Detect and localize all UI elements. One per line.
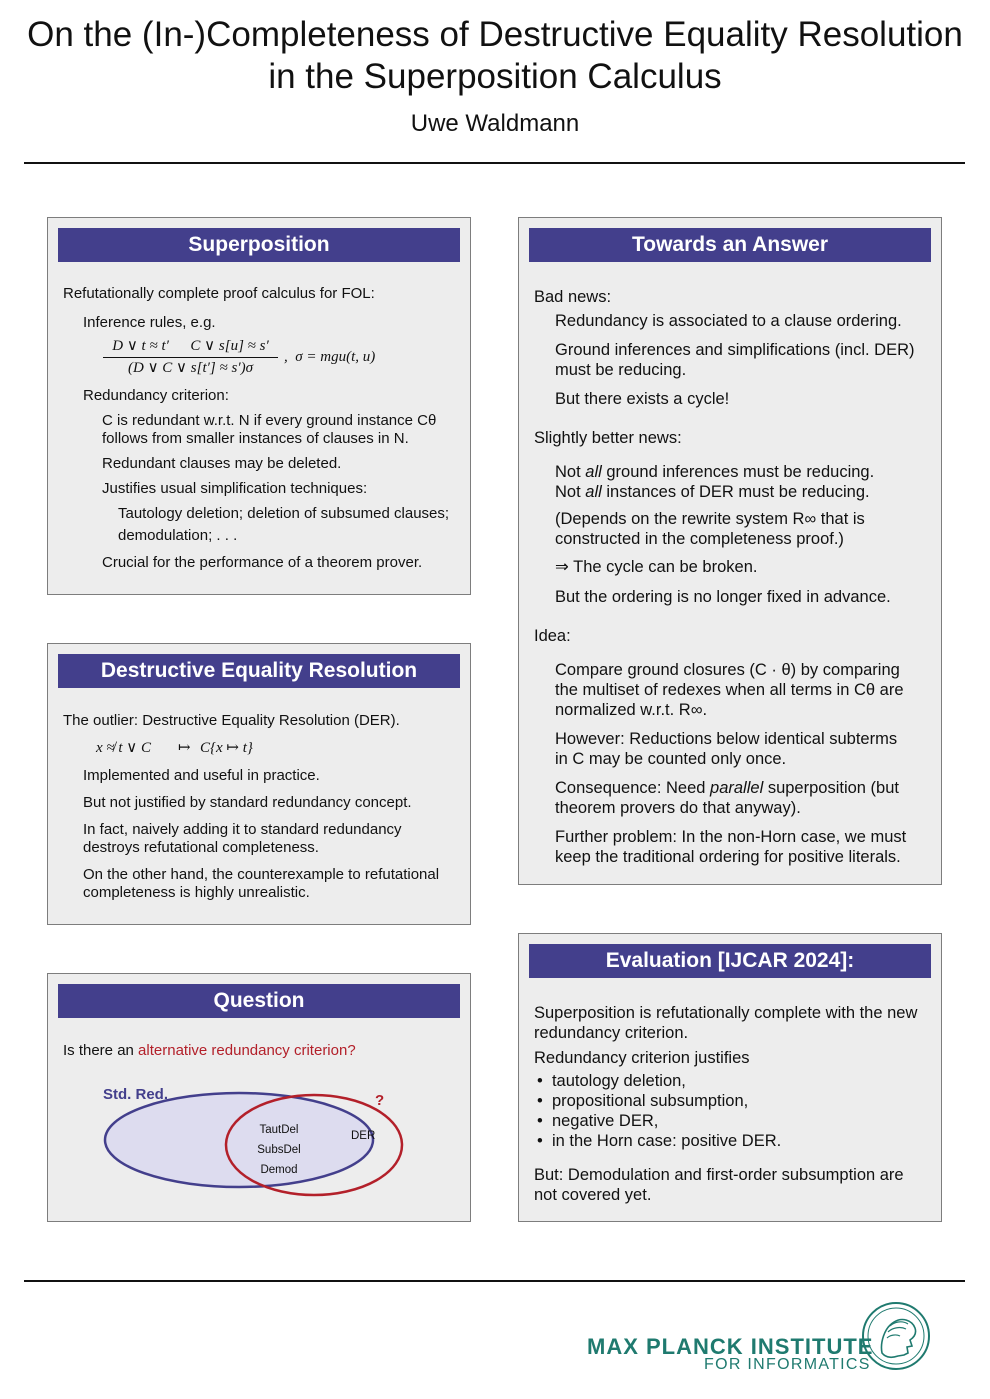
redundancy-def-2: follows from smaller instances of clauses in N.: [102, 430, 409, 447]
bullet-item: • negative DER,: [537, 1112, 659, 1130]
conclusion: (D ∨ C ∨ s[t′] ≈ s′)σ: [128, 360, 253, 376]
better-news-3: ⇒ The cycle can be broken.: [555, 558, 758, 576]
der-box: [47, 643, 471, 925]
idea-1c: normalized w.r.t. R∞.: [555, 701, 708, 719]
author: Uwe Waldmann: [410, 110, 580, 137]
bullet-item: • tautology deletion,: [537, 1072, 686, 1090]
idea-label: Idea:: [534, 627, 571, 645]
redundancy-def-1: C is redundant w.r.t. N if every ground instance Cθ: [102, 412, 437, 429]
der-point-4b: completeness is highly unrealistic.: [83, 884, 310, 901]
better-news-label: Slightly better news:: [534, 429, 682, 447]
der-rule-arrow: ↦: [178, 740, 191, 756]
techniques-2: demodulation; . . .: [118, 527, 238, 544]
evaluation-1b: redundancy criterion.: [534, 1024, 689, 1042]
bad-news-label: Bad news:: [534, 288, 612, 306]
side-condition: σ = mgu(t, u): [295, 349, 376, 365]
item-demod: Demod: [260, 1164, 298, 1176]
bad-news-1: Redundancy is associated to a clause ordering.: [555, 312, 902, 330]
towards-box: [518, 217, 942, 885]
poster-title: [0, 14, 990, 98]
idea-4a: Further problem: In the non-Horn case, we must: [555, 828, 907, 846]
better-news-4: But the ordering is no longer fixed in advance.: [555, 588, 891, 606]
evaluation-box: [518, 933, 942, 1222]
top-rule: [24, 162, 965, 164]
idea-1a: Compare ground closures (C · θ) by comparing: [555, 661, 900, 679]
bad-news-2a: Ground inferences and simplifications (incl. DER): [555, 341, 915, 359]
der-point-3b: destroys refutational completeness.: [83, 839, 319, 856]
redundant-deleted: Redundant clauses may be deleted.: [102, 455, 342, 472]
evaluation-2: Redundancy criterion justifies: [534, 1049, 750, 1067]
der-point-4a: On the other hand, the counterexample to refutational: [83, 866, 440, 883]
better-news-1b: Not all instances of DER must be reducing.: [555, 483, 870, 501]
institute-name: MAX PLANCK INSTITUTE: [587, 1334, 874, 1359]
der-point-3a: In fact, naively adding it to standard redundancy: [83, 821, 402, 838]
item-subsdel: SubsDel: [257, 1144, 301, 1156]
std-red-label: Std. Red.: [103, 1086, 169, 1103]
inference-rule: [103, 337, 278, 378]
bad-news-2b: must be reducing.: [555, 361, 687, 379]
better-news-2a: (Depends on the rewrite system R∞ that is: [555, 510, 865, 528]
idea-1b: the multiset of redexes when all terms in Cθ are: [555, 681, 904, 699]
der-point-2: But not justified by standard redundancy concept.: [83, 794, 412, 811]
bottom-rule: [24, 1280, 965, 1282]
evaluation-3a: But: Demodulation and first-order subsumption are: [534, 1166, 904, 1184]
question-heading: Question: [58, 984, 460, 1018]
overlap-items: [244, 1120, 314, 1180]
der-rule-lhs: x ≉ t ∨ C: [96, 740, 152, 756]
der-rule-rhs: C{x ↦ t}: [200, 740, 253, 756]
question-highlight: alternative redundancy criterion?: [138, 1042, 356, 1059]
title-line-1: On the (In-)Completeness of Destructive Equality Resolution: [27, 15, 963, 54]
evaluation-3b: not covered yet.: [534, 1186, 652, 1204]
evaluation-1a: Superposition is refutationally complete with the new: [534, 1004, 918, 1022]
inference-label: Inference rules, e.g.: [83, 314, 216, 331]
better-news-2b: constructed in the completeness proof.): [555, 530, 844, 548]
techniques-1: Tautology deletion; deletion of subsumed clauses;: [118, 505, 450, 522]
minerva-logo-icon: [860, 1298, 932, 1374]
justifies-label: Justifies usual simplification techniques:: [102, 480, 368, 497]
superposition-heading: Superposition: [58, 228, 460, 262]
bullet-item: • in the Horn case: positive DER.: [537, 1132, 782, 1150]
question-box: [47, 973, 471, 1222]
question-text: Is there an alternative redundancy criterion?: [63, 1042, 356, 1059]
question-mark: ?: [375, 1092, 385, 1109]
evaluation-heading: Evaluation [IJCAR 2024]:: [529, 944, 931, 978]
evaluation-bullets: [537, 1071, 781, 1151]
der-intro: The outlier: Destructive Equality Resolution (DER).: [63, 712, 400, 729]
superposition-box: Superposition Refutationally complete proof calculus for FOL: Inference rules, e.g. D ∨ t ≈ t′ C ∨ s[u] ≈ s′ (D ∨ C ∨ s[t′] ≈ s′)σ , σ = mgu(t, u) Redundancy criterion: C is redundant w.r.t. N if every ground instance Cθ follows from smaller instances of clauses in N. Redundant clauses may be deleted. Justifies usual simplification techniques: Tautology deletion; deletion of subsumed clauses; demodulation; . . . Crucial for the performance of a theorem prover.: [47, 217, 471, 595]
item-tautdel: TautDel: [259, 1124, 299, 1136]
towards-heading: Towards an Answer: [529, 228, 931, 262]
title-line-2: in the Superposition Calculus: [268, 57, 722, 96]
der-point-1: Implemented and useful in practice.: [83, 767, 320, 784]
redundancy-label: Redundancy criterion:: [83, 387, 229, 404]
idea-2b: in C may be counted only once.: [555, 750, 787, 768]
idea-3a: Consequence: Need parallel superposition (but: [555, 779, 899, 797]
der-label: DER: [351, 1130, 376, 1142]
idea-3b: theorem provers do that anyway).: [555, 799, 801, 817]
idea-4b: keep the traditional ordering for positive literals.: [555, 848, 901, 866]
premise-1: D ∨ t ≈ t′: [112, 338, 169, 354]
der-heading: Destructive Equality Resolution: [58, 654, 460, 688]
crucial-note: Crucial for the performance of a theorem prover.: [102, 554, 423, 571]
bad-news-3: But there exists a cycle!: [555, 390, 730, 408]
bullet-item: • propositional subsumption,: [537, 1092, 749, 1110]
idea-2a: However: Reductions below identical subterms: [555, 730, 898, 748]
superposition-intro: Refutationally complete proof calculus for FOL:: [63, 285, 375, 302]
premise-2: C ∨ s[u] ≈ s′: [190, 338, 269, 354]
better-news-1a: Not all ground inferences must be reducing.: [555, 463, 875, 481]
institute-subtitle: FOR INFORMATICS: [704, 1356, 871, 1373]
std-red-ellipse: [105, 1093, 376, 1187]
